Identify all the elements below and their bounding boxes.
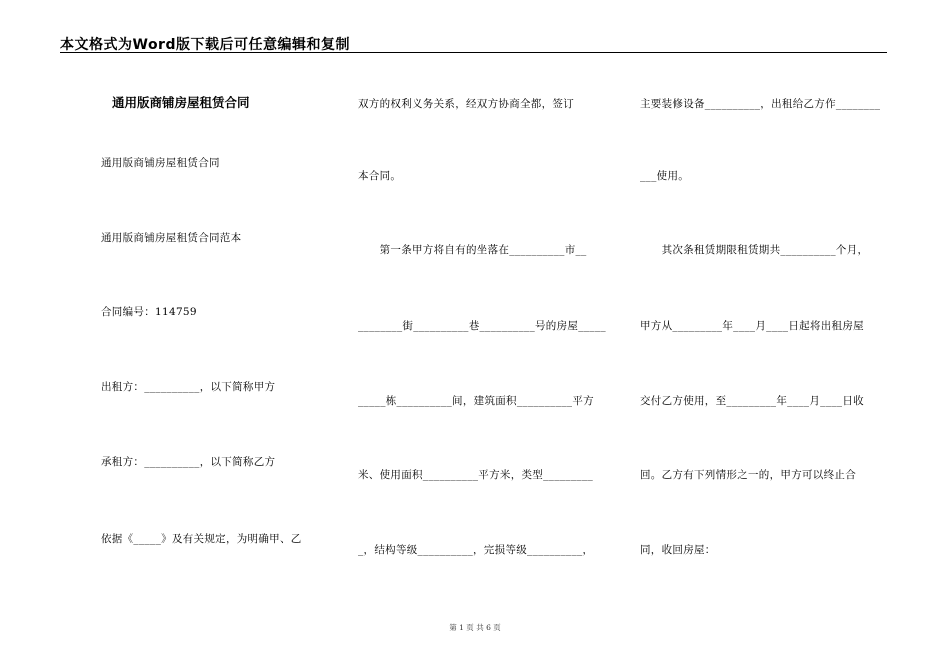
col2-line-5: _____栋__________间，建筑面积__________平方 — [358, 395, 594, 407]
lessee-line: 承租方：__________，以下简称乙方 — [101, 456, 276, 468]
col3-line-6: 回。乙方有下列情形之一的，甲方可以终止合 — [640, 469, 856, 481]
col2-line-7: _，结构等级__________，完损等级__________， — [358, 544, 594, 556]
contract-number: 合同编号：114759 — [101, 306, 197, 318]
col3-line-1: 主要装修设备__________，出租给乙方作________ — [640, 98, 881, 110]
col2-line-2: 本合同。 — [358, 170, 402, 182]
col3-line-5: 交付乙方使用，至_________年____月____日收 — [640, 395, 864, 407]
col3-line-7: 同，收回房屋： — [640, 544, 716, 556]
col2-line-1: 双方的权利义务关系，经双方协商全都，签订 — [358, 98, 574, 110]
doc-title: 通用版商铺房屋租赁合同 — [112, 95, 250, 110]
col2-line-4: ________街__________巷__________号的房屋_____ — [358, 320, 606, 332]
page-footer: 第 1 页 共 6 页 — [449, 623, 501, 632]
col3-line-2: ___使用。 — [640, 170, 690, 182]
col1-line-6: 依据《_____》及有关规定，为明确甲、乙 — [101, 533, 302, 545]
col2-line-6: 米、使用面积__________平方米，类型_________ — [358, 469, 594, 481]
col1-line-1: 通用版商铺房屋租赁合同 — [101, 157, 220, 169]
header-divider — [60, 52, 887, 53]
col2-line-3: 第一条甲方将自有的坐落在__________市__ — [358, 244, 587, 256]
col3-line-4: 甲方从_________年____月____日起将出租房屋 — [640, 320, 864, 332]
col3-line-3: 其次条租赁期限租赁期共__________个月， — [640, 244, 869, 256]
col1-line-2: 通用版商铺房屋租赁合同范本 — [101, 232, 242, 244]
lessor-line: 出租方：__________，以下简称甲方 — [101, 381, 276, 393]
header-title: 本文格式为Word版下载后可任意编辑和复制 — [60, 37, 350, 53]
